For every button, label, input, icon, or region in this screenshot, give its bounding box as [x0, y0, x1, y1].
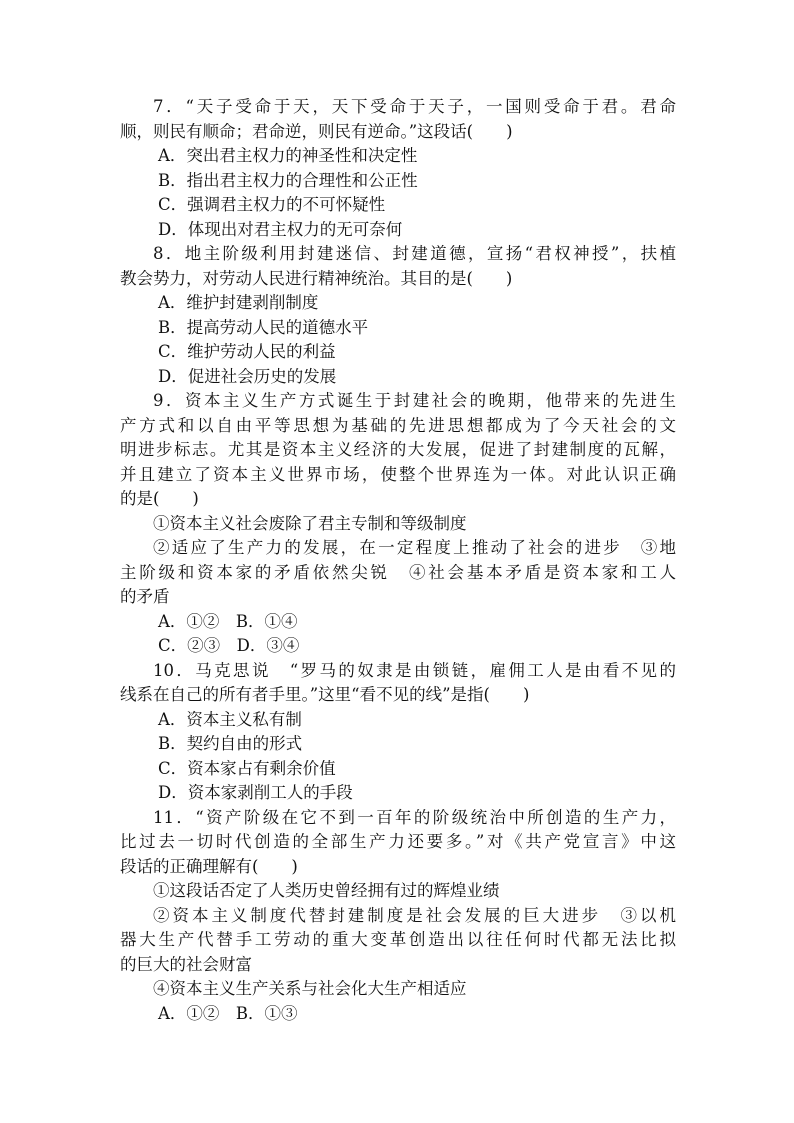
option-c: C．强调君主权力的不可怀疑性	[158, 195, 386, 214]
statement-3-cont: 器大生产代替手工劳动的重大变革创造出以往任何时代都无法比拟	[120, 930, 676, 949]
question-stem-line: 教会势力，对劳动人民进行精神统治。其目的是( )	[120, 268, 513, 288]
statement-1: ①这段话否定了人类历史曾经拥有过的辉煌业绩	[153, 881, 500, 900]
statement-2-3: ②资本主义制度代替封建制度是社会发展的巨大进步 ③以机	[153, 905, 676, 925]
question-stem-line: 顺，则民有顺命；君命逆，则民有逆命。”这段话( )	[120, 121, 513, 141]
question-10	[120, 659, 676, 806]
option-d: D．资本家剥削工人的手段	[158, 783, 353, 802]
option-a: A．资本主义私有制	[158, 709, 302, 729]
statement-3-end: 的巨大的社会财富	[120, 954, 252, 974]
question-stem-line: 并且建立了资本主义世界市场，使整个世界连为一体。对此认识正确	[120, 464, 676, 484]
option-c: C．资本家占有剩余价值	[158, 758, 336, 778]
question-11	[120, 806, 676, 1027]
options-ab: A．①② B．①④	[158, 611, 298, 631]
option-c: C．维护劳动人民的利益	[158, 342, 336, 361]
question-stem-line: 线系在自己的所有者手里。”这里“看不见的线”是指( )	[120, 685, 530, 704]
question-stem-line: 7．“天子受命于天，天下受命于天子，一国则受命于君。君命	[153, 97, 676, 116]
statement-4: ④资本主义生产关系与社会化大生产相适应	[153, 979, 467, 998]
option-d: D．促进社会历史的发展	[158, 366, 337, 386]
option-b: B．契约自由的形式	[158, 734, 303, 753]
options-cd: C．②③ D．③④	[158, 636, 300, 655]
option-b: B．指出君主权力的合理性和公正性	[158, 170, 418, 190]
option-b: B．提高劳动人民的道德水平	[158, 317, 369, 337]
question-stem-line: 段话的正确理解有( )	[120, 856, 298, 876]
question-stem-line: 比过去一切时代创造的全部生产力还要多。”对《共产党宣言》中这	[120, 832, 676, 851]
option-a: A．突出君主权力的神圣性和决定性	[158, 146, 418, 165]
question-stem-line: 9．资本主义生产方式诞生于封建社会的晚期，他带来的先进生	[153, 391, 676, 410]
statement-2-3: ②适应了生产力的发展，在一定程度上推动了社会的进步 ③地	[153, 538, 676, 557]
question-stem-line: 的是( )	[120, 489, 199, 508]
question-stem-line: 11．“资产阶级在它不到一百年的阶级统治中所创造的生产力，	[153, 807, 676, 827]
statement-4-end: 的矛盾	[120, 587, 170, 606]
question-9	[120, 389, 676, 659]
question-stem-line: 10．马克思说 “罗马的奴隶是由锁链，雇佣工人是由看不见的	[153, 660, 676, 680]
statement-3-4: 主阶级和资本家的矛盾依然尖锐 ④社会基本矛盾是资本家和工人	[120, 562, 676, 582]
question-7	[120, 95, 676, 242]
statement-1: ①资本主义社会废除了君主专制和等级制度	[153, 513, 467, 533]
options-ab: A．①② B．①③	[158, 1003, 298, 1023]
question-stem-line: 明进步标志。尤其是资本主义经济的大发展，促进了封建制度的瓦解，	[120, 440, 676, 459]
option-d: D．体现出对君主权力的无可奈何	[158, 219, 403, 239]
question-stem-line: 8．地主阶级利用封建迷信、封建道德，宣扬“君权神授”，扶植	[153, 244, 676, 263]
question-8	[120, 242, 676, 389]
option-a: A．维护封建剥削制度	[158, 293, 319, 312]
question-stem-line: 产方式和以自由平等思想为基础的先进思想都成为了今天社会的文	[120, 415, 676, 435]
question-list	[120, 95, 676, 1026]
